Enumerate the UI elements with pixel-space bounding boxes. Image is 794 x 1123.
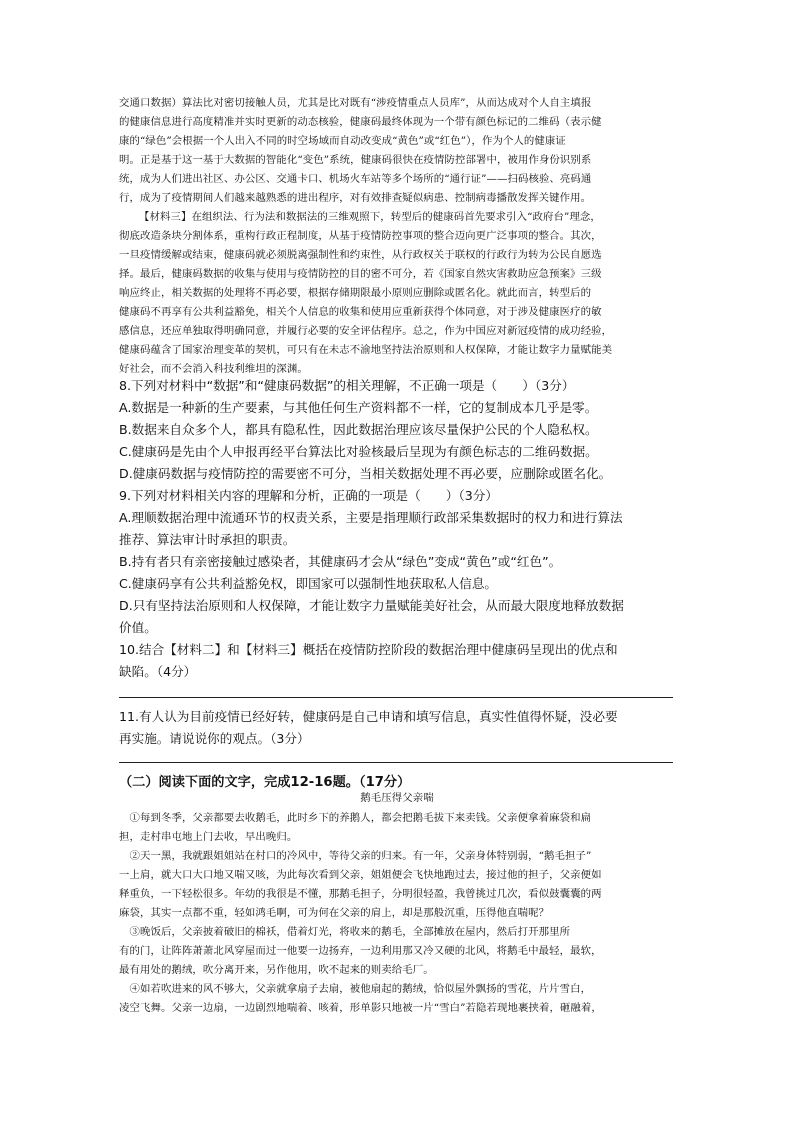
question-11-cont: 再实施。请说说你的观点。（3分） [119, 731, 310, 746]
material3-line: 【材料三】在组织法、行为法和数据法的三维观照下，转型后的健康码首先要求引入“政府台”理念， [139, 211, 601, 223]
question-8-option-d: D.健康码数据与疫情防控的需要密不可分，当相关数据处理不再必要，应删除或匿名化。 [119, 466, 612, 481]
story-line: ②天一黑，我就跟姐姐站在村口的冷风中，等待父亲的归来。有一年，父亲身体特别弱，“鹅毛担子” [119, 850, 592, 862]
material2-line: 明。正是基于这一基于大数据的智能化“变色”系统，健康码很快在疫情防控部署中，被用作身份识别系 [119, 154, 592, 166]
story-line: ④如若吹进来的风不够大，父亲就拿扇子去扇，被他扇起的鹅绒，恰似屋外飘扬的雪花，片片雪白， [119, 983, 592, 995]
question-9-option-d: D.只有坚持法治原则和人权保障，才能让数字力量赋能美好社会，从而最大限度地释放数据 [119, 598, 624, 613]
material2-line: 交通口数据）算法比对密切接触人员，尤其是比对既有“涉疫情重点人员库”，从而达成对个人自主填报 [119, 97, 592, 109]
question-9-option-c: C.健康码享有公共利益豁免权，即国家可以强制性地获取私人信息。 [119, 576, 498, 591]
material3-line: 响应终止，相关数据的处理将不再必要，根据存储期限最小原则应删除或匿名化。就此而言，转型后的 [119, 287, 592, 299]
question-9-option-b: B.持有者只有亲密接触过感染者，其健康码才会从“绿色”变成“黄色”或“红色”。 [119, 554, 562, 569]
story-title: 鹅毛压得父亲喘 [360, 792, 434, 804]
material2-line: 的健康信息进行高度精准并实时更新的动态核验，健康码最终体现为一个带有颜色标记的二维码（表示健 [119, 116, 602, 128]
question-11: 11.有人认为目前疫情已经好转，健康码是自己申请和填写信息，真实性值得怀疑，没必要 [119, 709, 618, 724]
material3-line: 择。最后，健康码数据的收集与使用与疫情防控的目的密不可分，若《国家自然灾害救助应急预案》三级 [119, 268, 602, 280]
question-8-option-a: A.数据是一种新的生产要素，与其他任何生产资料都不一样，它的复制成本几乎是零。 [119, 400, 598, 415]
material3-line: 好社会，而不会消入科技利维坦的深渊。 [119, 363, 308, 375]
section-heading: （二）阅读下面的文字，完成12-16题。（17分） [119, 775, 411, 790]
story-line: 最有用处的鹅绒，吹分离开来，另作他用，吹不起来的则卖给毛厂。 [119, 964, 434, 976]
question-9-option-a-cont: 推荐、算法审计时承担的职责。 [119, 532, 296, 547]
material3-line: 健康码不再享有公共利益豁免，相关个人信息的收集和使用应重新获得个体同意，对于涉及健康医疗的敏 [119, 306, 602, 318]
story-line: 麻袋，其实一点都不重，轻如鸿毛啊，可为何在父亲的肩上，却是那般沉重，压得他直喘呢？ [119, 907, 550, 919]
question-10: 10.结合【材料二】和【材料三】概括在疫情防控阶段的数据治理中健康码呈现出的优点和 [119, 642, 618, 657]
material3-line: 一旦疫情缓解或结束，健康码就必须脱离强制性和约束性，从行政权关于联权的行政行为转为公民自愿选 [119, 249, 602, 261]
story-line: 释重负，一下轻松很多。年幼的我很是不懂，那鹅毛担子，分明很轻盈，我曾挑过几次，看似鼓囊囊的两 [119, 888, 602, 900]
story-line: ①每到冬季，父亲都要去收鹅毛，此时乡下的养鹅人，都会把鹅毛拔下来卖钱。父亲便拿着麻袋和扁 [119, 812, 592, 824]
question-9-option-d-cont: 价值。 [119, 620, 157, 635]
story-line: 担，走村串屯地上门去收，早出晚归。 [119, 831, 298, 843]
story-line: 凌空飞舞。父亲一边扇，一边剧烈地喘着、咳着，形单影只地被一片“雪白”若隐若现地裹挟着，砸融着， [119, 1002, 602, 1014]
material3-line: 感信息，还应单独取得明确同意，并履行必要的安全评估程序。总之，作为中国应对新冠疫情的成功经验， [119, 325, 613, 337]
story-line: 一上肩，就大口大口地又喘又咳，为此每次看到父亲，姐姐便会飞快地跑过去，接过他的担子，父亲便如 [119, 869, 602, 881]
question-10-cont: 缺陷。（4分） [119, 664, 197, 679]
material3-line: 彻底改造条块分割体系，重构行政正程制度，从基于疫情防控事项的整合迈向更广泛事项的整合。其次， [119, 230, 602, 242]
material3-line: 健康码蕴含了国家治理变革的契机，可只有在未志不渝地坚持法治原则和人权保障，才能让数字力量赋能美 [119, 344, 613, 356]
question-9-stem: 9.下列对材料相关内容的理解和分析，正确的一项是（ ）（3分） [119, 488, 498, 503]
material2-line: 统，成为人们进出社区、办公区、交通卡口、机场火车站等多个场所的“通行证”——扫码核验、亮码通 [119, 173, 592, 185]
question-8-stem: 8.下列对材料中“数据”和“健康码数据”的相关理解，不正确一项是（ ）（3分） [119, 378, 575, 393]
question-8-option-b: B.数据来自众多个人，都具有隐私性，因此数据治理应该尽量保护公民的个人隐私权。 [119, 422, 598, 437]
material2-line: 康的“绿色”会根据一个人出入不同的时空场域而自动改变成“黄色”或“红色”），作为个人的健康证 [119, 135, 566, 147]
material2-line: 行，成为了疫情期间人们越来越熟悉的进出程序，对有效排查疑似病患、控制病毒播散发挥关键作用。 [119, 192, 592, 204]
question-8-option-c: C.健康码是先由个人申报再经平台算法比对验核最后呈现为有颜色标志的二维码数据。 [119, 444, 598, 459]
story-line: 有的门，让阵阵萧萧北风穿屋而过一他要一边扬弃，一边利用那又冷又硬的北风，将鹅毛中最轻，最软， [119, 945, 602, 957]
answer-line [119, 697, 673, 698]
story-line: ③晚饭后，父亲披着破旧的棉袄，借着灯光，将收来的鹅毛，全部摊放在屋内，然后打开那里所 [119, 926, 571, 938]
answer-line [119, 762, 673, 763]
question-9-option-a: A.理顺数据治理中流通环节的权责关系，主要是指理顺行政部采集数据时的权力和进行算法 [119, 510, 623, 525]
